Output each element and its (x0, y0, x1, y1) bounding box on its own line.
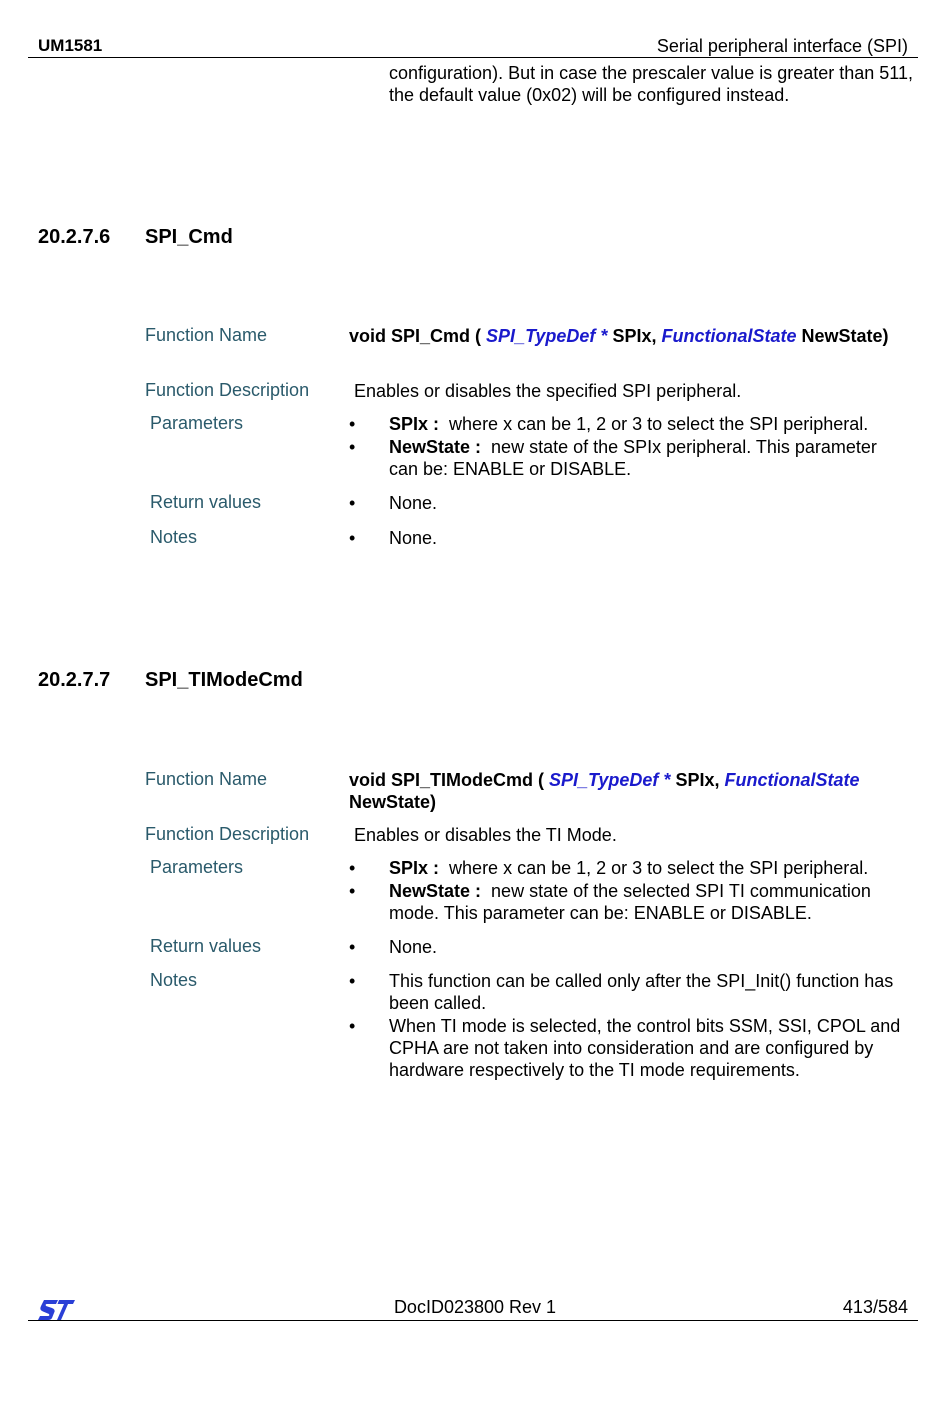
section-heading (38, 669, 303, 692)
return-value-text: None. (389, 493, 438, 513)
notes-list (349, 527, 909, 550)
label-notes: Notes (150, 970, 198, 990)
type-link-functionalstate[interactable]: FunctionalState (661, 326, 797, 346)
list-item (349, 936, 909, 958)
param-text: where x can be 1, 2 or 3 to select the SPI peripheral. (449, 414, 869, 434)
label-return-values: Return values (150, 936, 262, 956)
param-text: new state of the selected SPI TI communication mode. This parameter can be: ENABLE or DISABLE. (389, 881, 871, 923)
label-function-description: Function Description (145, 824, 310, 844)
return-values-list (349, 492, 909, 515)
label-function-name: Function Name (145, 769, 268, 789)
type-link-functionalstate[interactable]: FunctionalState (724, 770, 860, 790)
list-item (349, 413, 909, 435)
param-spix: SPIx, (675, 770, 720, 790)
param-name: NewState : (389, 437, 482, 457)
label-function-description: Function Description (145, 380, 310, 400)
list-item (349, 492, 909, 514)
footer-rule (28, 1320, 918, 1321)
function-prefix: void SPI_TIModeCmd ( (349, 770, 545, 790)
param-text: new state of the SPIx peripheral. This parameter can be: ENABLE or DISABLE. (389, 437, 877, 479)
param-newstate: NewState) (801, 326, 889, 346)
list-item (349, 436, 909, 480)
function-prefix: void SPI_Cmd ( (349, 326, 482, 346)
bullet-icon: • (349, 937, 356, 957)
bullet-icon: • (349, 1016, 356, 1036)
bullet-icon: • (349, 881, 356, 901)
section-title: SPI_TIModeCmd (145, 669, 303, 691)
header-section-title: Serial peripheral interface (SPI) (656, 36, 908, 56)
parameters-list (349, 413, 909, 481)
list-item (349, 1015, 909, 1081)
bullet-icon: • (349, 437, 356, 457)
label-parameters: Parameters (150, 857, 244, 877)
list-item (349, 857, 909, 879)
param-newstate: NewState) (349, 792, 437, 812)
label-return-values: Return values (150, 492, 262, 512)
return-value-text: None. (389, 937, 438, 957)
param-name: SPIx : (389, 858, 440, 878)
bullet-icon: • (349, 414, 356, 434)
list-item (349, 970, 909, 1014)
footer-page-number: 413/584 (842, 1297, 908, 1317)
function-signature (349, 769, 909, 813)
type-link-spi-typedef[interactable]: SPI_TypeDef * (549, 770, 671, 790)
function-description: Enables or disables the TI Mode. (354, 825, 617, 845)
continuation-text: configuration). But in case the prescaler value is greater than 511, the default value (0x02) will be configured instead. (389, 63, 913, 105)
list-item (349, 880, 909, 924)
bullet-icon: • (349, 858, 356, 878)
note-text: None. (389, 528, 438, 548)
param-name: SPIx : (389, 414, 440, 434)
section-number: 20.2.7.6 (38, 226, 111, 248)
bullet-icon: • (349, 493, 356, 513)
header-rule (28, 57, 918, 58)
label-function-name: Function Name (145, 325, 268, 345)
bullet-icon: • (349, 528, 356, 548)
section-number: 20.2.7.7 (38, 669, 111, 691)
header-doc-id: UM1581 (38, 36, 103, 55)
bullet-icon: • (349, 971, 356, 991)
note-text: When TI mode is selected, the control bits SSM, SSI, CPOL and CPHA are not taken into consideration and are configured by hardware respectively to the TI mode requirements. (389, 1016, 901, 1080)
label-notes: Notes (150, 527, 198, 547)
parameters-list (349, 857, 909, 925)
param-text: where x can be 1, 2 or 3 to select the SPI peripheral. (449, 858, 869, 878)
param-name: NewState : (389, 881, 482, 901)
label-parameters: Parameters (150, 413, 244, 433)
list-item (349, 527, 909, 549)
notes-list (349, 970, 909, 1082)
type-link-spi-typedef[interactable]: SPI_TypeDef * (486, 326, 608, 346)
return-values-list (349, 936, 909, 959)
function-description: Enables or disables the specified SPI peripheral. (354, 381, 742, 401)
footer-doc-ref: DocID023800 Rev 1 (393, 1297, 557, 1317)
note-text: This function can be called only after the SPI_Init() function has been called. (389, 971, 894, 1013)
section-heading (38, 226, 233, 249)
section-title: SPI_Cmd (145, 226, 233, 248)
function-signature (349, 325, 909, 347)
param-spix: SPIx, (612, 326, 657, 346)
